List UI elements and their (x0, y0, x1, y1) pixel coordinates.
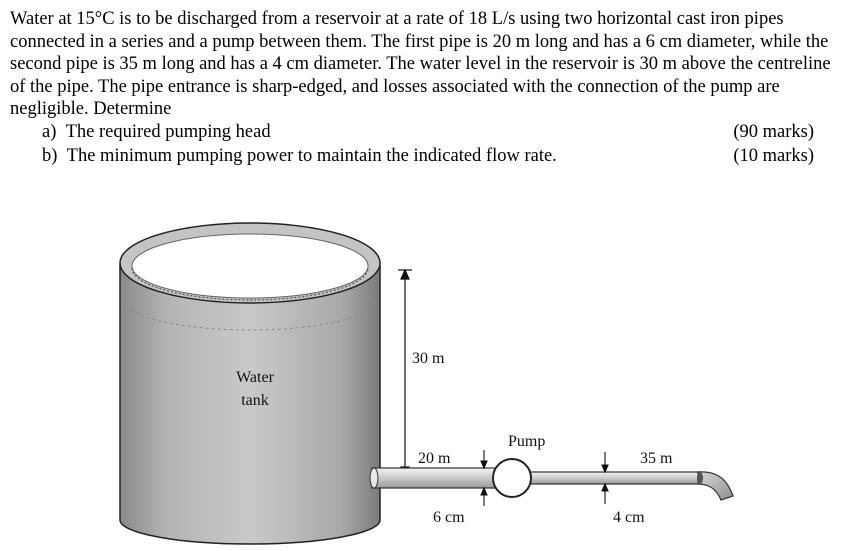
part-b-id: b) (42, 146, 58, 166)
pump (493, 459, 531, 497)
part-a-id: a) (42, 122, 57, 142)
pipe-1-diameter: 6 cm (433, 509, 465, 526)
part-b-marks: (10 marks) (733, 146, 814, 166)
tank-label-tank: tank (241, 392, 269, 409)
pipe-2-diameter: 4 cm (613, 509, 645, 526)
height-label: 30 m (412, 350, 445, 367)
pipe-1-length: 20 m (418, 450, 451, 467)
problem-intro: Water at 15°C is to be discharged from a reservoir at a rate of 18 L/s using two horizontal cast iron pipes connected in a series and a pump between them. The first pipe is 20 m long and has a 6 cm diameter, while the second pipe is 35 m long and has a 4 cm diameter. The water level in the reservoir is 30 m above the centreline of the pipe. The pipe entrance is sharp-edged, and losses associated with the connection of the pump are negligible. Determine (10, 9, 831, 119)
tank-label-water: Water (236, 369, 274, 386)
height-dimension (398, 270, 412, 476)
pump-label: Pump (508, 433, 546, 450)
pipe-2 (530, 472, 700, 484)
outlet-nozzle (698, 472, 733, 500)
part-a-marks: (90 marks) (733, 122, 814, 142)
part-b-text: The minimum pumping power to maintain the indicated flow rate. (66, 146, 557, 166)
pipe-1 (370, 468, 495, 488)
pipe-2-joint (697, 472, 703, 484)
part-a-text: The required pumping head (65, 122, 271, 142)
pipe-2-length: 35 m (640, 450, 673, 467)
